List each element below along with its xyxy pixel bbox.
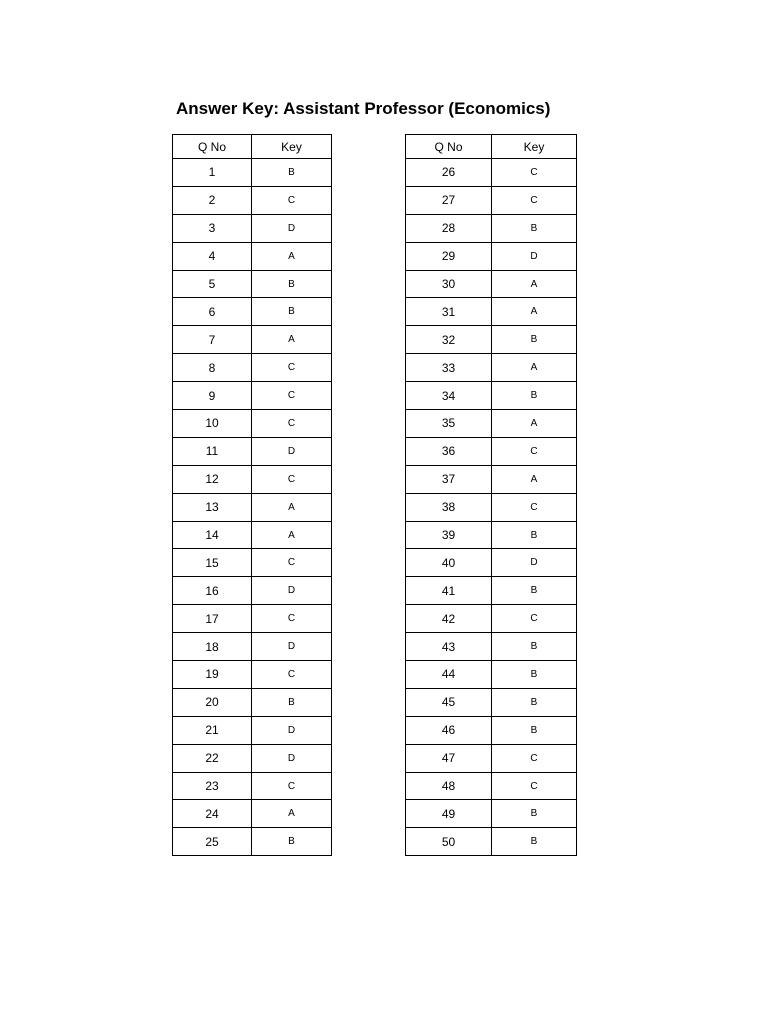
answer-key-cell: D bbox=[252, 214, 332, 242]
answer-key-cell: B bbox=[252, 688, 332, 716]
table-row bbox=[173, 549, 332, 577]
answer-key-cell: A bbox=[252, 326, 332, 354]
answer-key-cell: A bbox=[252, 521, 332, 549]
table-row bbox=[173, 354, 332, 382]
table-row bbox=[173, 159, 332, 187]
table-row bbox=[406, 772, 577, 800]
question-number-cell: 13 bbox=[173, 493, 252, 521]
question-number-cell: 6 bbox=[173, 298, 252, 326]
table-row bbox=[406, 605, 577, 633]
question-number-cell: 44 bbox=[406, 661, 492, 689]
answer-key-cell: D bbox=[252, 437, 332, 465]
answer-key-cell: C bbox=[252, 410, 332, 438]
answer-key-cell: B bbox=[252, 298, 332, 326]
answer-key-cell: A bbox=[252, 493, 332, 521]
table-row bbox=[406, 716, 577, 744]
table-row bbox=[406, 465, 577, 493]
answer-key-cell: B bbox=[492, 800, 577, 828]
answer-key-cell: D bbox=[252, 744, 332, 772]
answer-key-cell: C bbox=[492, 186, 577, 214]
table-row bbox=[406, 354, 577, 382]
table-row bbox=[406, 521, 577, 549]
page-title: Answer Key: Assistant Professor (Economics) bbox=[176, 99, 551, 118]
table-row bbox=[406, 186, 577, 214]
table-header-row bbox=[406, 135, 577, 159]
table-row bbox=[406, 270, 577, 298]
question-number-cell: 32 bbox=[406, 326, 492, 354]
question-number-cell: 31 bbox=[406, 298, 492, 326]
answer-key-cell: B bbox=[492, 688, 577, 716]
question-number-cell: 45 bbox=[406, 688, 492, 716]
table-row bbox=[406, 744, 577, 772]
answer-key-cell: B bbox=[492, 661, 577, 689]
table-row bbox=[173, 521, 332, 549]
answer-key-cell: C bbox=[492, 744, 577, 772]
question-number-cell: 41 bbox=[406, 577, 492, 605]
table-header-row bbox=[173, 135, 332, 159]
question-number-cell: 24 bbox=[173, 800, 252, 828]
table-row bbox=[406, 437, 577, 465]
answer-key-cell: B bbox=[492, 828, 577, 856]
answer-key-cell: A bbox=[252, 800, 332, 828]
table-row bbox=[173, 214, 332, 242]
table-row bbox=[406, 382, 577, 410]
table-row bbox=[173, 242, 332, 270]
question-number-cell: 34 bbox=[406, 382, 492, 410]
answer-key-cell: C bbox=[252, 465, 332, 493]
answer-key-cell: C bbox=[252, 186, 332, 214]
table-row bbox=[406, 633, 577, 661]
answer-key-cell: C bbox=[492, 493, 577, 521]
question-number-cell: 33 bbox=[406, 354, 492, 382]
table-row bbox=[173, 465, 332, 493]
table-row bbox=[173, 744, 332, 772]
question-number-cell: 4 bbox=[173, 242, 252, 270]
table-row bbox=[173, 270, 332, 298]
answer-key-cell: B bbox=[252, 270, 332, 298]
table-row bbox=[173, 828, 332, 856]
key-header: Key bbox=[252, 135, 332, 159]
answer-key-cell: D bbox=[492, 242, 577, 270]
answer-key-cell: B bbox=[252, 159, 332, 187]
table-row bbox=[173, 688, 332, 716]
table-row bbox=[406, 326, 577, 354]
table-row bbox=[173, 800, 332, 828]
answer-table-right bbox=[405, 134, 577, 856]
question-number-cell: 3 bbox=[173, 214, 252, 242]
question-number-cell: 7 bbox=[173, 326, 252, 354]
question-number-cell: 20 bbox=[173, 688, 252, 716]
question-number-cell: 19 bbox=[173, 661, 252, 689]
question-number-cell: 49 bbox=[406, 800, 492, 828]
table-row bbox=[173, 298, 332, 326]
question-number-cell: 12 bbox=[173, 465, 252, 493]
question-number-cell: 30 bbox=[406, 270, 492, 298]
question-number-cell: 14 bbox=[173, 521, 252, 549]
question-number-cell: 22 bbox=[173, 744, 252, 772]
question-number-cell: 1 bbox=[173, 159, 252, 187]
question-number-cell: 29 bbox=[406, 242, 492, 270]
answer-key-cell: C bbox=[252, 661, 332, 689]
question-number-cell: 11 bbox=[173, 437, 252, 465]
answer-key-cell: B bbox=[492, 716, 577, 744]
table-row bbox=[406, 410, 577, 438]
question-number-cell: 25 bbox=[173, 828, 252, 856]
answer-key-cell: C bbox=[252, 549, 332, 577]
question-number-cell: 47 bbox=[406, 744, 492, 772]
answer-key-cell: A bbox=[492, 410, 577, 438]
table-row bbox=[173, 493, 332, 521]
answer-key-cell: D bbox=[492, 549, 577, 577]
question-number-cell: 36 bbox=[406, 437, 492, 465]
qno-header: Q No bbox=[406, 135, 492, 159]
table-row bbox=[173, 716, 332, 744]
key-header: Key bbox=[492, 135, 577, 159]
table-row bbox=[173, 577, 332, 605]
answer-key-cell: A bbox=[492, 465, 577, 493]
question-number-cell: 17 bbox=[173, 605, 252, 633]
question-number-cell: 27 bbox=[406, 186, 492, 214]
question-number-cell: 40 bbox=[406, 549, 492, 577]
answer-key-cell: C bbox=[492, 437, 577, 465]
question-number-cell: 21 bbox=[173, 716, 252, 744]
question-number-cell: 37 bbox=[406, 465, 492, 493]
answer-key-cell: C bbox=[252, 382, 332, 410]
table-row bbox=[173, 633, 332, 661]
question-number-cell: 42 bbox=[406, 605, 492, 633]
answer-key-cell: C bbox=[492, 605, 577, 633]
answer-key-cell: A bbox=[252, 242, 332, 270]
answer-key-cell: C bbox=[492, 159, 577, 187]
question-number-cell: 15 bbox=[173, 549, 252, 577]
question-number-cell: 35 bbox=[406, 410, 492, 438]
table-row bbox=[173, 410, 332, 438]
table-row bbox=[173, 661, 332, 689]
answer-key-cell: C bbox=[252, 605, 332, 633]
table-row bbox=[173, 186, 332, 214]
answer-key-cell: C bbox=[252, 354, 332, 382]
answer-key-cell: D bbox=[252, 633, 332, 661]
answer-key-cell: B bbox=[492, 633, 577, 661]
question-number-cell: 2 bbox=[173, 186, 252, 214]
question-number-cell: 43 bbox=[406, 633, 492, 661]
table-row bbox=[173, 326, 332, 354]
table-row bbox=[406, 828, 577, 856]
table-row bbox=[406, 214, 577, 242]
table-row bbox=[406, 577, 577, 605]
answer-key-cell: C bbox=[252, 772, 332, 800]
question-number-cell: 50 bbox=[406, 828, 492, 856]
answer-key-cell: B bbox=[492, 214, 577, 242]
question-number-cell: 46 bbox=[406, 716, 492, 744]
answer-key-cell: B bbox=[492, 382, 577, 410]
answer-key-cell: C bbox=[492, 772, 577, 800]
table-row bbox=[406, 298, 577, 326]
answer-key-cell: A bbox=[492, 354, 577, 382]
question-number-cell: 8 bbox=[173, 354, 252, 382]
table-row bbox=[406, 688, 577, 716]
answer-key-cell: D bbox=[252, 577, 332, 605]
qno-header: Q No bbox=[173, 135, 252, 159]
table-row bbox=[173, 772, 332, 800]
answer-key-cell: A bbox=[492, 270, 577, 298]
table-row bbox=[173, 605, 332, 633]
question-number-cell: 10 bbox=[173, 410, 252, 438]
question-number-cell: 48 bbox=[406, 772, 492, 800]
answer-key-cell: B bbox=[252, 828, 332, 856]
question-number-cell: 26 bbox=[406, 159, 492, 187]
table-row bbox=[173, 382, 332, 410]
question-number-cell: 39 bbox=[406, 521, 492, 549]
question-number-cell: 5 bbox=[173, 270, 252, 298]
question-number-cell: 9 bbox=[173, 382, 252, 410]
question-number-cell: 16 bbox=[173, 577, 252, 605]
table-row bbox=[406, 242, 577, 270]
answer-key-cell: D bbox=[252, 716, 332, 744]
question-number-cell: 23 bbox=[173, 772, 252, 800]
question-number-cell: 38 bbox=[406, 493, 492, 521]
answer-table-left bbox=[172, 134, 332, 856]
table-row bbox=[406, 159, 577, 187]
table-row bbox=[173, 437, 332, 465]
table-row bbox=[406, 493, 577, 521]
table-row bbox=[406, 661, 577, 689]
answer-key-cell: B bbox=[492, 521, 577, 549]
answer-key-cell: B bbox=[492, 326, 577, 354]
answer-key-cell: B bbox=[492, 577, 577, 605]
answer-key-cell: A bbox=[492, 298, 577, 326]
table-row bbox=[406, 800, 577, 828]
question-number-cell: 18 bbox=[173, 633, 252, 661]
table-row bbox=[406, 549, 577, 577]
question-number-cell: 28 bbox=[406, 214, 492, 242]
